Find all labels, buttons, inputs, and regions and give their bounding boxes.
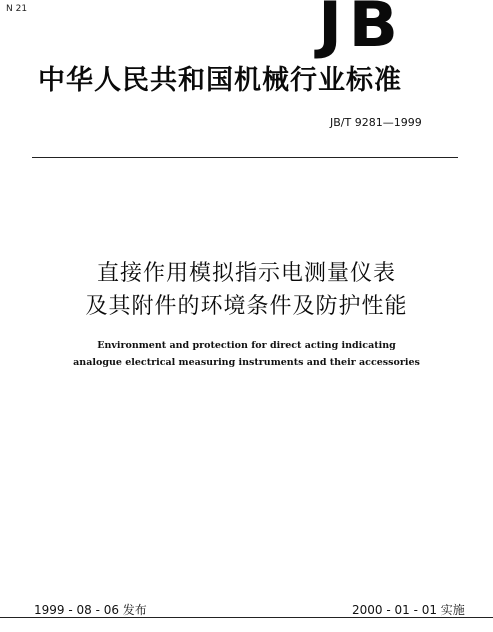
standard-number: JB/T 9281—1999 [330, 116, 422, 129]
footer-divider [0, 617, 493, 618]
organization-title: 中华人民共和国机械行业标准 [38, 65, 402, 96]
effective-date: 2000 - 01 - 01 实施 [352, 603, 465, 617]
title-cn-line-2: 及其附件的环境条件及防护性能 [85, 294, 408, 319]
title-en-line-1: Environment and protection for direct acting indicating [97, 340, 396, 351]
title-cn-line-1: 直接作用模拟指示电测量仪表 [96, 261, 396, 286]
header-divider [32, 157, 458, 158]
issue-date: 1999 - 08 - 06 发布 [34, 603, 147, 617]
classification-code: N 21 [6, 4, 28, 14]
jb-logo: JB [318, 0, 405, 61]
title-en-line-2: analogue electrical measuring instruments and their accessories [73, 357, 420, 368]
